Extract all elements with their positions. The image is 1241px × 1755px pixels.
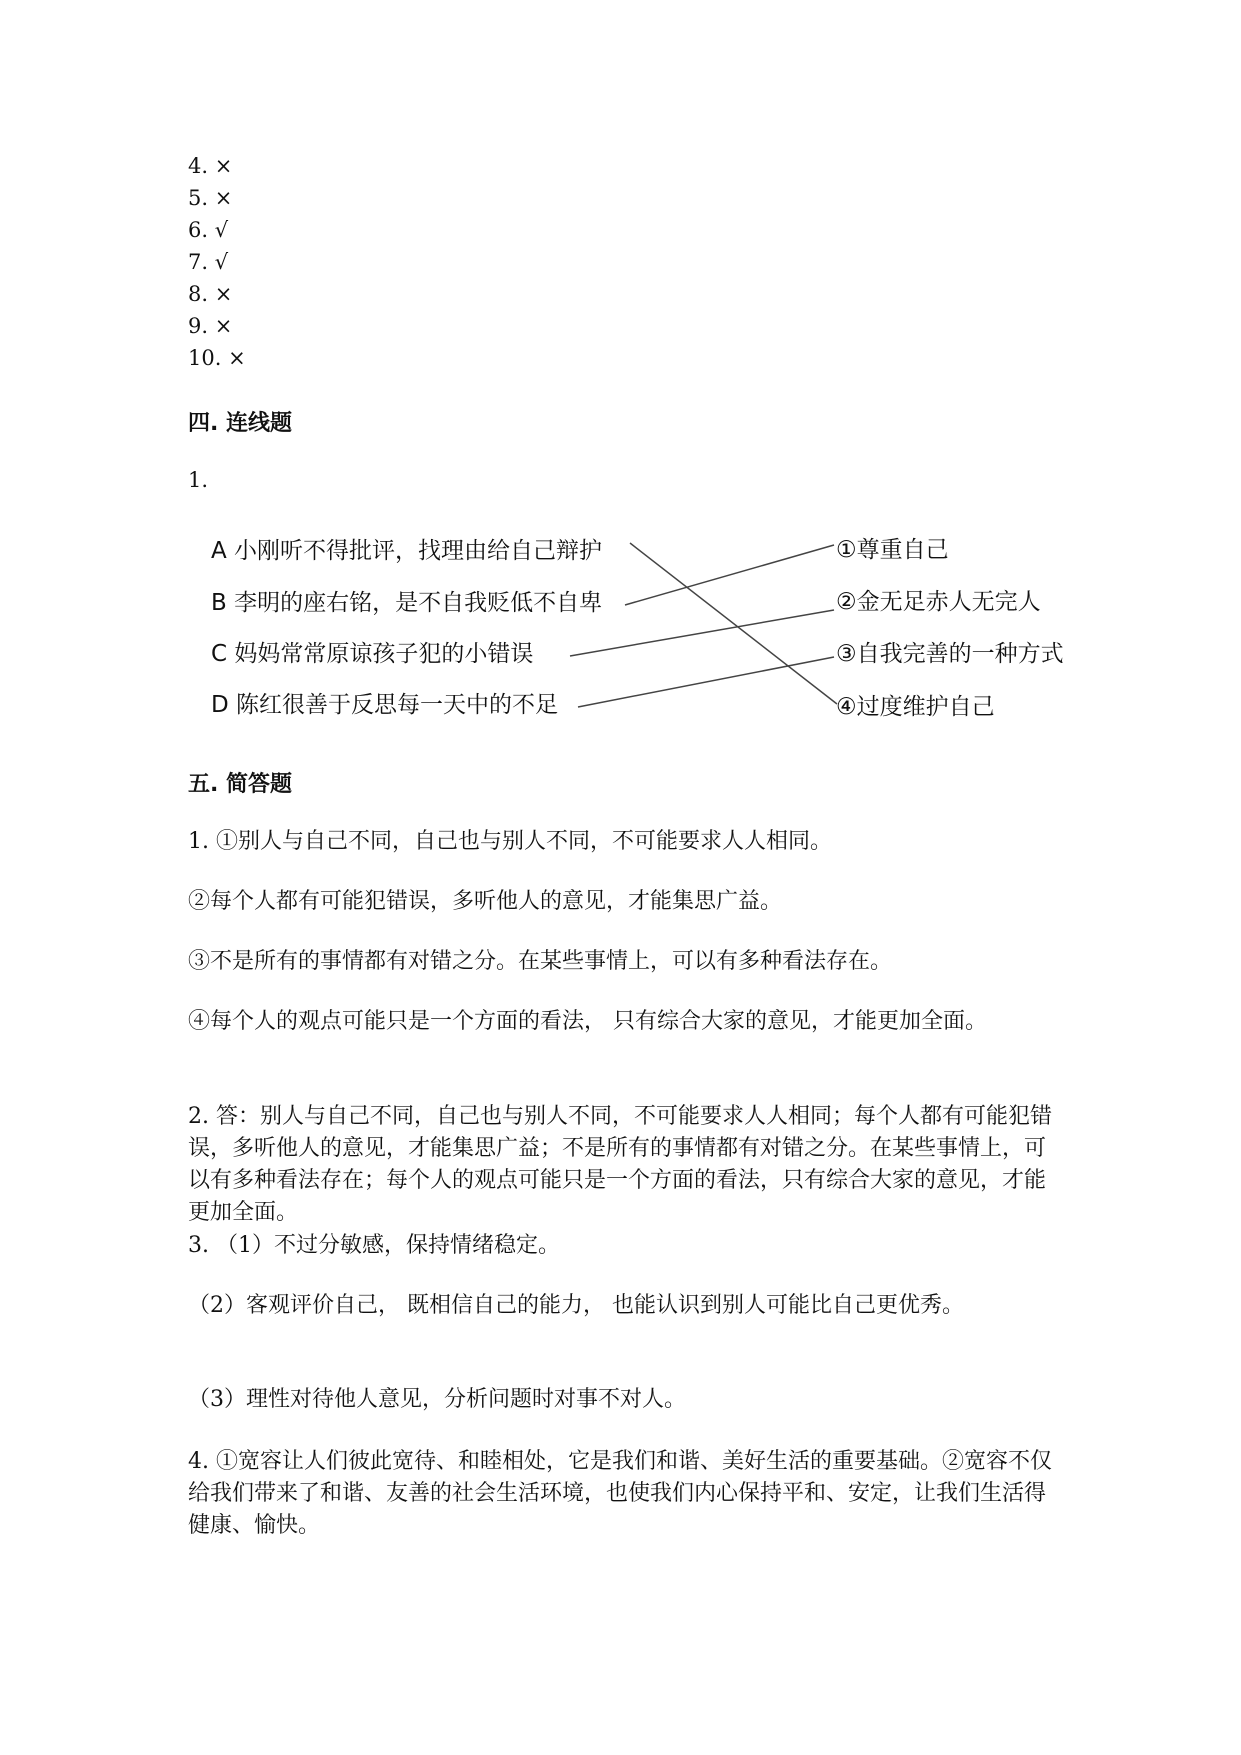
answer-7: 7. √ <box>188 250 229 274</box>
right-item-3: ③自我完善的一种方式 <box>836 641 1064 667</box>
answer-8: 8. × <box>188 282 233 306</box>
right-item-4: ④过度维护自己 <box>836 694 995 720</box>
q3-point-2: （2）客观评价自己， 既相信自己的能力， 也能认识到别人可能比自己更优秀。 <box>188 1293 964 1318</box>
answer-5: 5. × <box>188 186 233 210</box>
q1-point-1: 1. ①别人与自己不同，自己也与别人不同，不可能要求人人相同。 <box>188 829 832 854</box>
q3-point-3: （3）理性对待他人意见，分析问题时对事不对人。 <box>188 1387 686 1412</box>
left-item-a: A 小刚听不得批评，找理由给自己辩护 <box>211 538 603 564</box>
matching-lines <box>0 0 1241 800</box>
q1-point-3: ③不是所有的事情都有对错之分。在某些事情上，可以有多种看法存在。 <box>188 949 893 974</box>
match-line-b-1 <box>625 545 834 605</box>
match-line-d-3 <box>578 657 834 707</box>
section-5-heading: 五. 简答题 <box>188 772 293 797</box>
answer-6: 6. √ <box>188 218 229 242</box>
matching-question-number: 1. <box>188 468 209 492</box>
right-item-1: ①尊重自己 <box>836 537 949 563</box>
answer-9: 9. × <box>188 314 233 338</box>
match-line-a-4 <box>630 543 837 704</box>
q4-answer: 4. ①宽容让人们彼此宽待、和睦相处，它是我们和谐、美好生活的重要基础。②宽容不仅给我们带来了和谐、友善的社会生活环境，也使我们内心保持平和、安定，让我们生活得健康、愉快。 <box>188 1449 1052 1538</box>
right-item-2: ②金无足赤人无完人 <box>836 589 1041 615</box>
left-item-d: D 陈红很善于反思每一天中的不足 <box>211 692 559 718</box>
q2-answer: 2. 答：别人与自己不同，自己也与别人不同，不可能要求人人相同；每个人都有可能犯错误，多听他人的意见，才能集思广益；不是所有的事情都有对错之分。在某些事情上，可以有多种看法存在；每个人的观点可能只是一个方面的看法，只有综合大家的意见，才能更加全面。 <box>188 1104 1052 1225</box>
left-item-b: B 李明的座右铭，是不自我贬低不自卑 <box>211 590 603 616</box>
answer-10: 10. × <box>188 346 246 370</box>
left-item-c: C 妈妈常常原谅孩子犯的小错误 <box>211 641 534 667</box>
q3-point-1: 3. （1）不过分敏感，保持情绪稳定。 <box>188 1233 560 1258</box>
match-line-c-2 <box>570 610 834 656</box>
q1-point-4: ④每个人的观点可能只是一个方面的看法， 只有综合大家的意见，才能更加全面。 <box>188 1009 987 1034</box>
answer-4: 4. × <box>188 154 233 178</box>
section-4-heading: 四. 连线题 <box>188 411 293 436</box>
q1-point-2: ②每个人都有可能犯错误，多听他人的意见，才能集思广益。 <box>188 889 783 914</box>
